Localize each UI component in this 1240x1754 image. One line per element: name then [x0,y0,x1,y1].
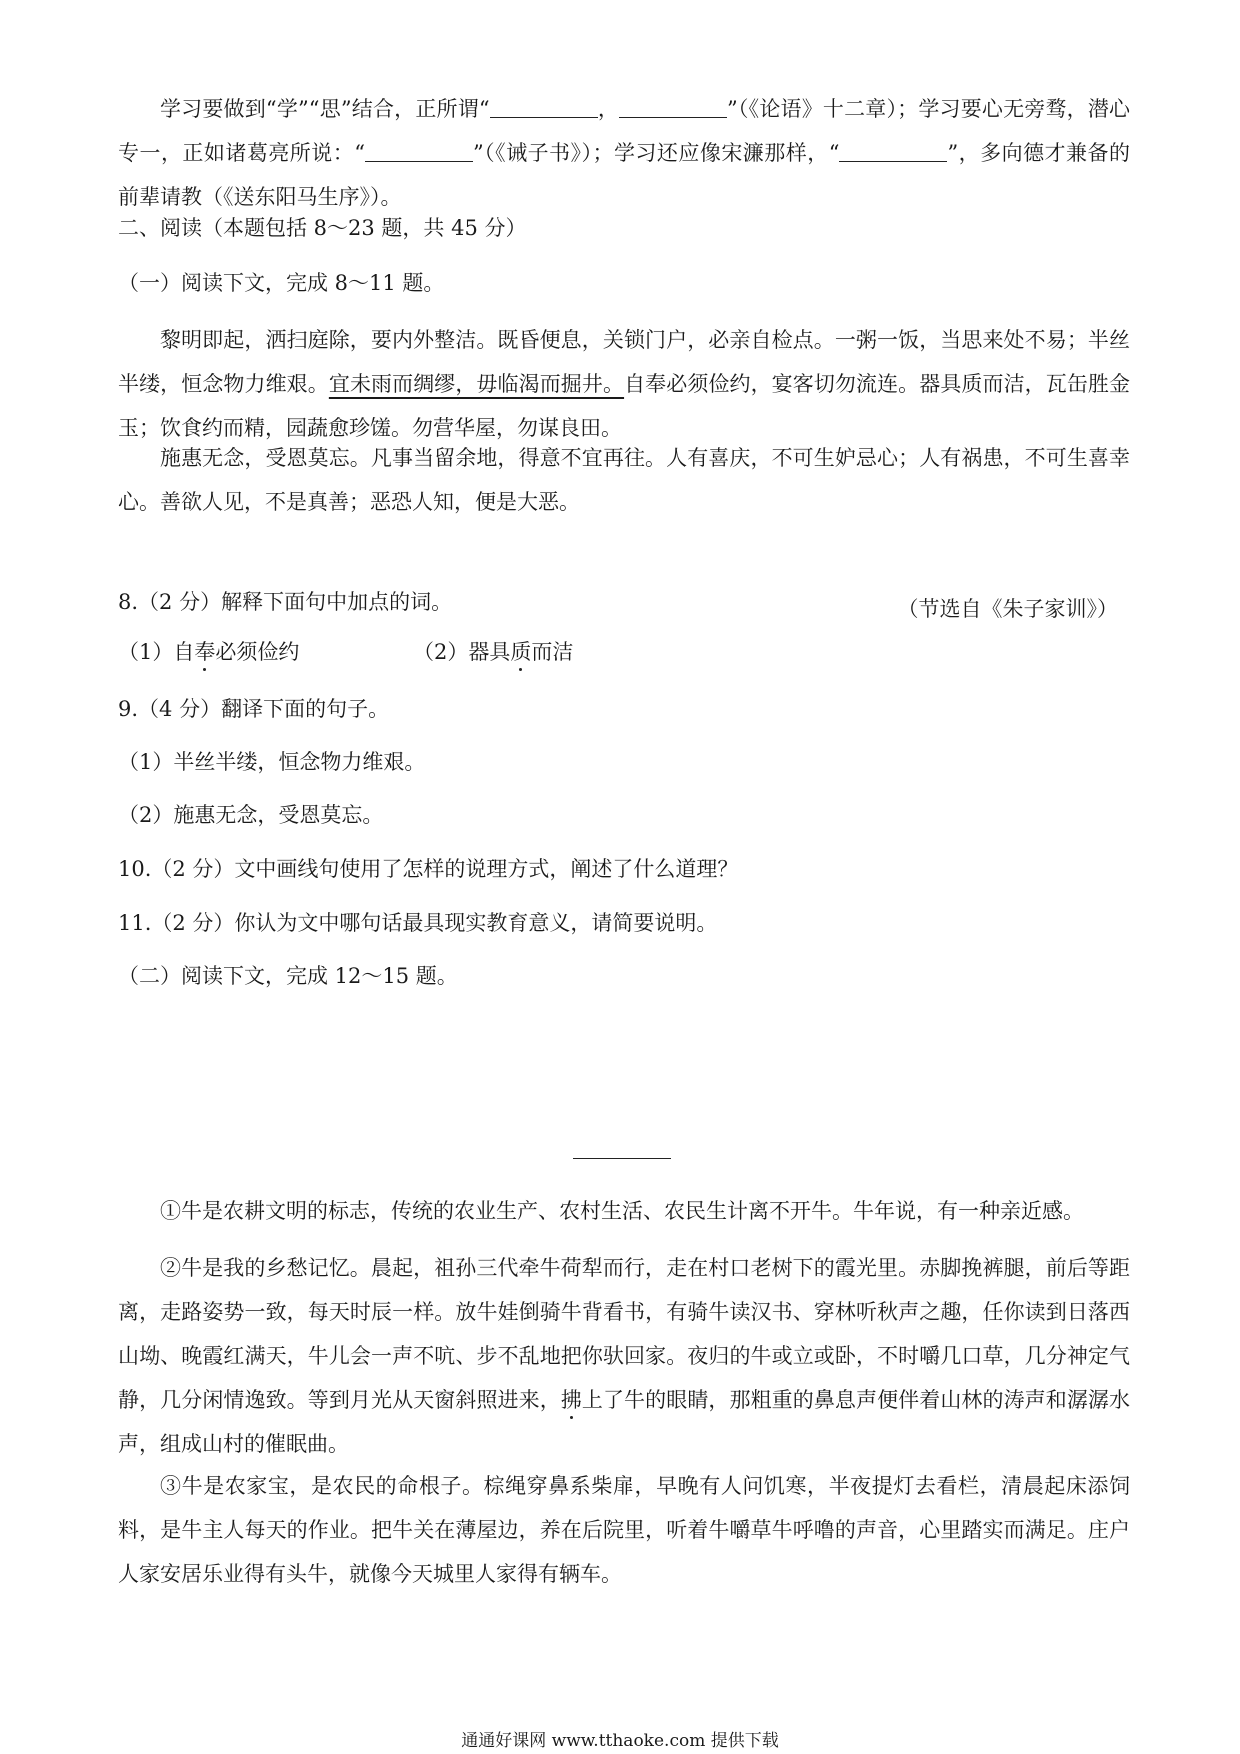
passage-1-source: （节选自《朱子家训》） [897,597,1118,621]
dotted-word: 拂 [560,1388,582,1412]
page-footer: 通通好课网 www.tthaoke.com 提供下载 [461,1731,779,1751]
passage-2-paragraph-2: ②牛是我的乡愁记忆。晨起，祖孙三代牵牛荷犁而行，走在村口老树下的霞光里。赤脚挽裤腿，前后等距离，走路姿势一致，每天时辰一样。放牛娃倒骑牛背看书，有骑牛读汉书、穿林听秋声之趣，任你读到日落西山坳、晚霞红满天，牛儿会一声不吭、步不乱地把你驮回家。夜归的牛或立或卧，不时嚼几口草，几分神定气静，几分闲情逸致。等到月光从天窗斜照进来，拂上了牛的眼睛，那粗重的鼻息声便伴着山林的涛声和潺潺水声，组成山村的催眠曲。 [118,1256,1131,1456]
question-9: 9.（4 分）翻译下面的句子。 [118,697,390,721]
question-8-item-2: （2）器具质而洁 [413,640,574,664]
question-8-item-1: （1）自奉必须俭约 [118,640,300,664]
underlined-sentence: 宜未雨而绸缪，毋临渴而掘井。 [328,372,625,396]
question-9-item-1: （1）半丝半缕，恒念物力维艰。 [118,750,426,774]
dotted-word: 质 [510,640,532,664]
passage-2-title-blank[interactable] [573,1158,671,1159]
part-1-heading: （一）阅读下文，完成 8～11 题。 [118,271,445,295]
answer-blank-2[interactable] [619,95,727,118]
question-11: 11.（2 分）你认为文中哪句话最具现实教育意义，请简要说明。 [118,911,718,935]
question-9-item-2: （2）施惠无念，受恩莫忘。 [118,803,384,827]
passage-2-paragraph-1: ①牛是农耕文明的标志，传统的农业生产、农村生活、农民生计离不开牛。牛年说，有一种亲近感。 [160,1199,1084,1223]
section-2-heading: 二、阅读（本题包括 8～23 题，共 45 分） [118,216,527,240]
answer-blank-4[interactable] [839,139,947,162]
part-2-heading: （二）阅读下文，完成 12～15 题。 [118,964,458,988]
answer-blank-3[interactable] [365,139,473,162]
passage-1-paragraph-2: 施惠无念，受恩莫忘。凡事当留余地，得意不宜再往。人有喜庆，不可生妒忌心；人有祸患，不可生喜幸心。善欲人见，不是真善；恶恐人知，便是大恶。 [118,446,1130,514]
fill-in-blank-paragraph: 学习要做到“学”“思”结合，正所谓“ ， ”（《论语》十二章）；学习要心无旁骛，潜心专一，正如诸葛亮所说：“ ”（《诫子书》）；学习还应像宋濂那样，“ ”，多向德才兼备的前辈请教（《送东阳马生序》）。 [118,97,1131,209]
passage-2-paragraph-3: ③牛是农家宝，是农民的命根子。棕绳穿鼻系柴扉，早晚有人问饥寒，半夜提灯去看栏，清晨起床添饲料，是牛主人每天的作业。把牛关在薄屋边，养在后院里，听着牛嚼草牛呼噜的声音，心里踏实而满足。庄户人家安居乐业得有头牛，就像今天城里人家得有辆车。 [118,1474,1130,1586]
passage-1-paragraph-1: 黎明即起，洒扫庭除，要内外整洁。既昏便息，关锁门户，必亲自检点。一粥一饭，当思来处不易；半丝半缕，恒念物力维艰。宜未雨而绸缪，毋临渴而掘井。自奉必须俭约，宴客切勿流连。器具质而洁，瓦缶胜金玉；饮食约而精，园蔬愈珍馐。勿营华屋，勿谋良田。 [118,328,1131,440]
dotted-word: 奉 [194,640,216,664]
question-10: 10.（2 分）文中画线句使用了怎样的说理方式，阐述了什么道理？ [118,857,739,881]
question-8: 8.（2 分）解释下面句中加点的词。 [118,590,453,614]
answer-blank-1[interactable] [490,95,598,118]
